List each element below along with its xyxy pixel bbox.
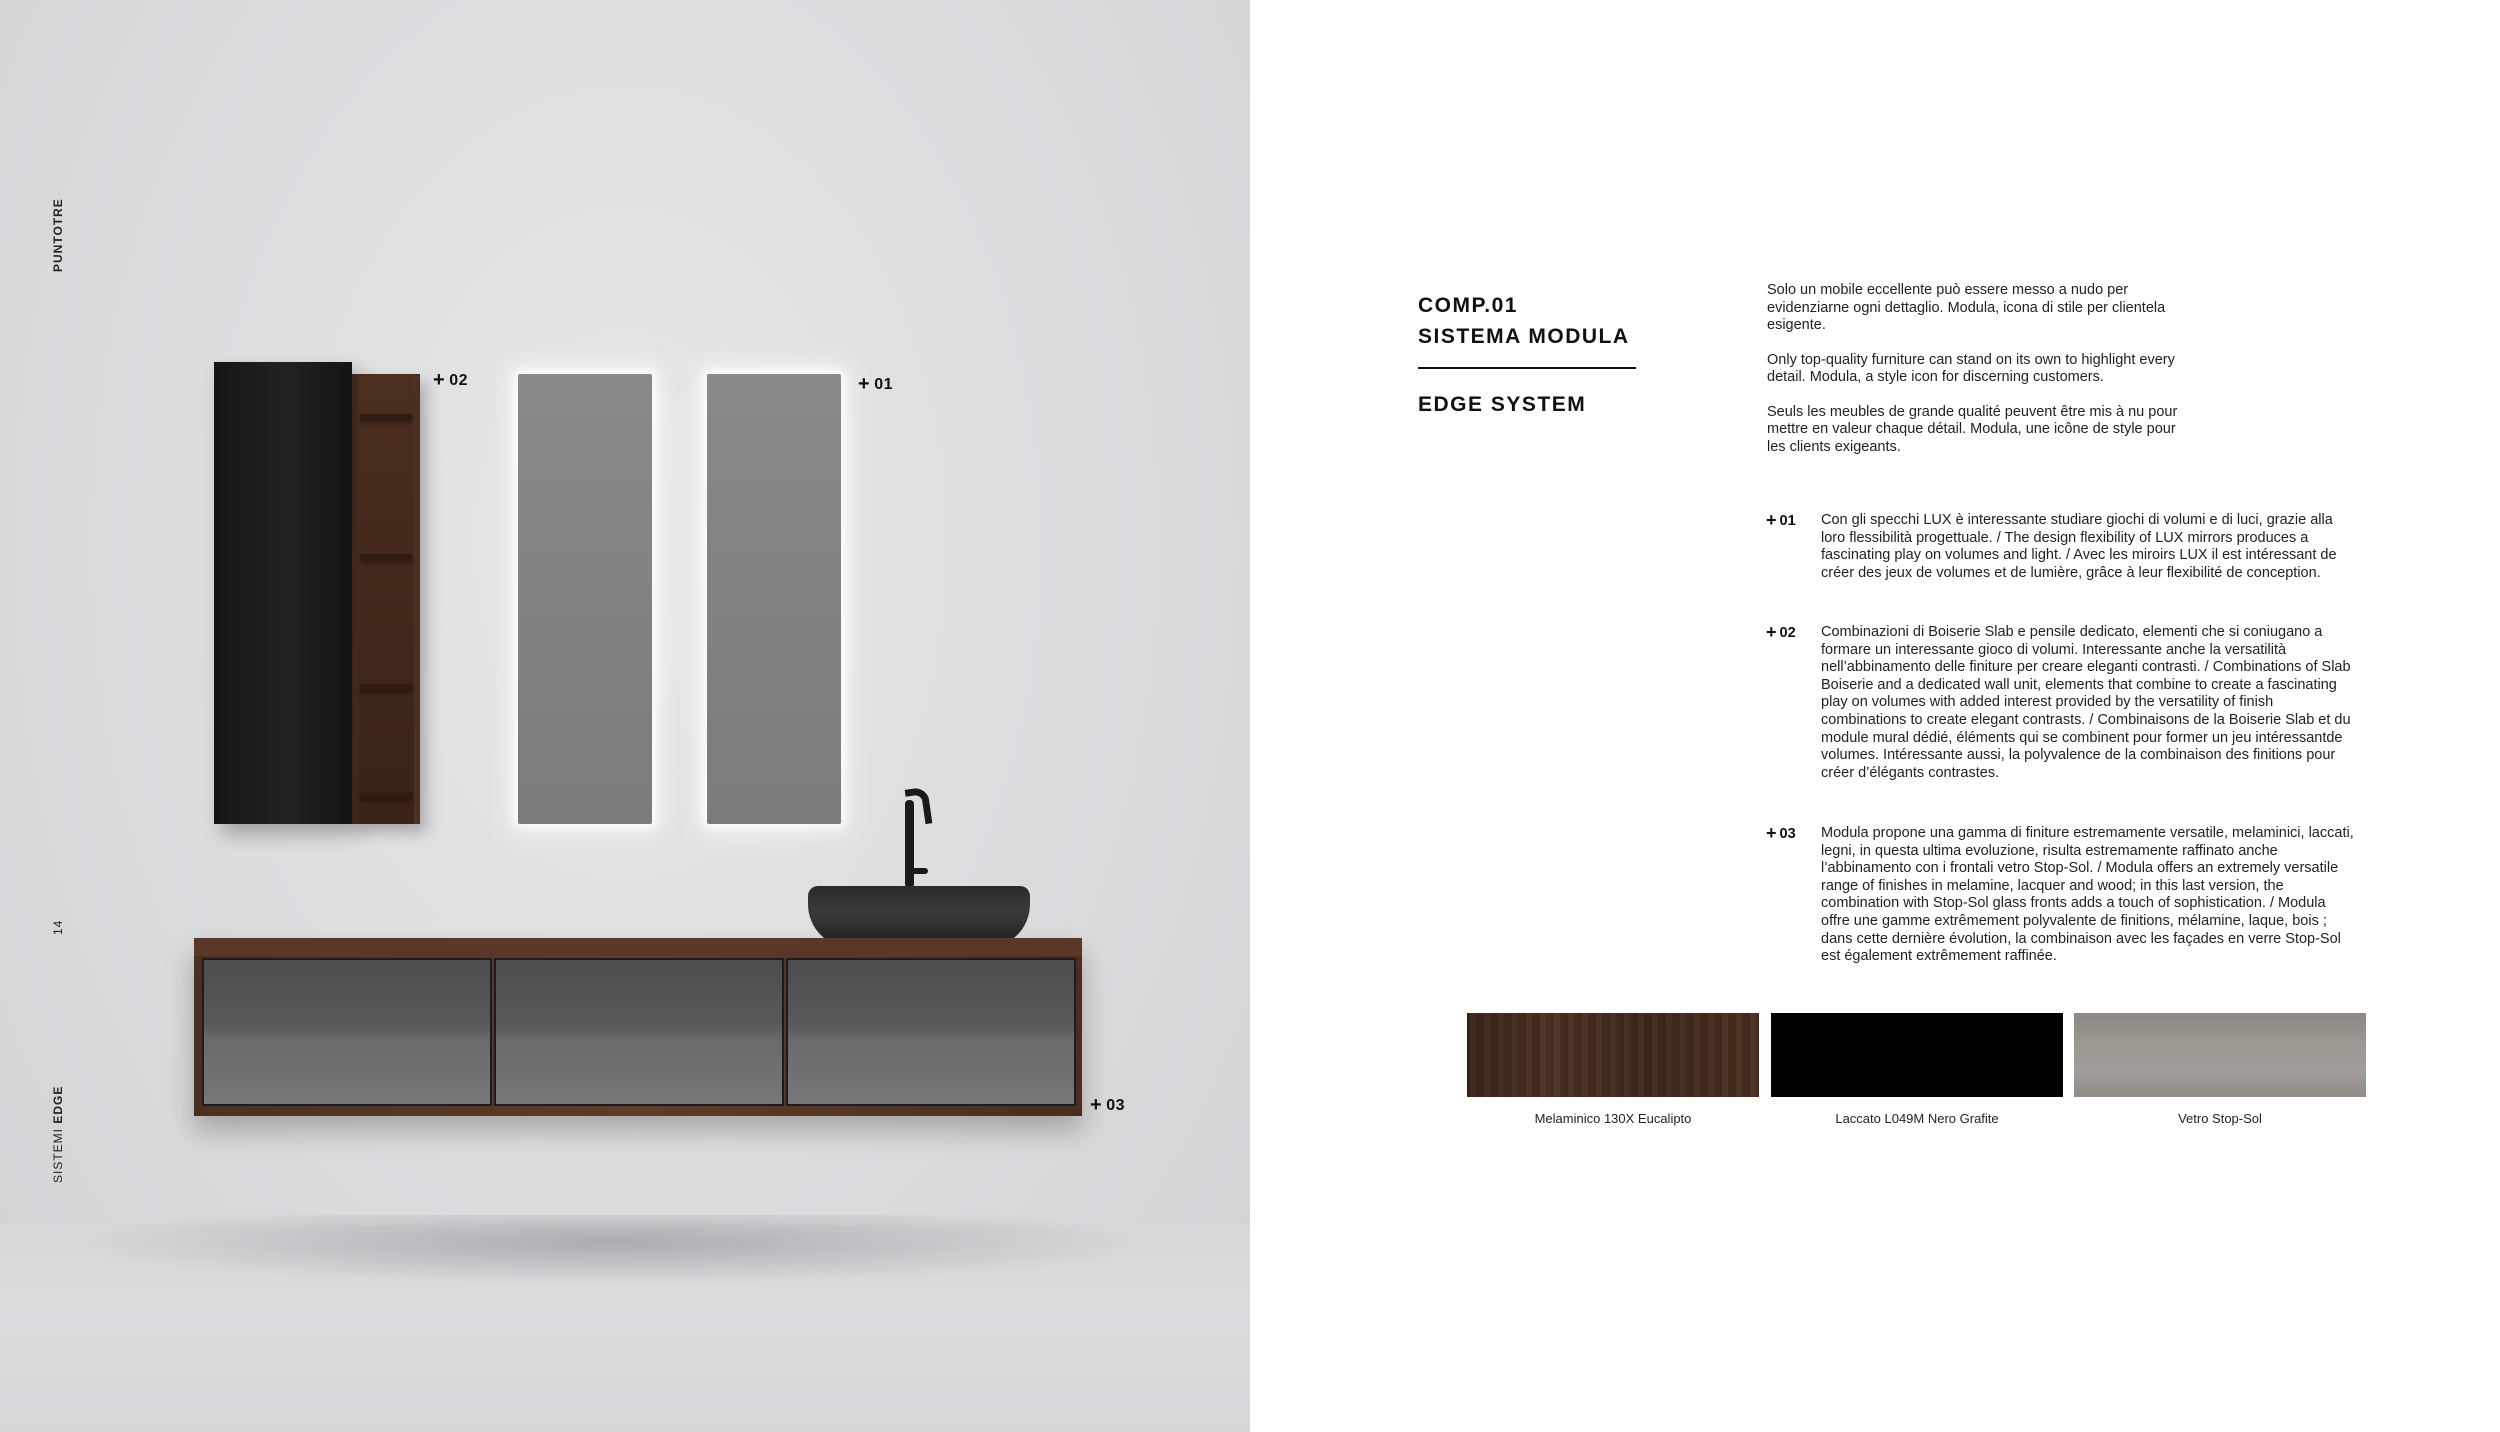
shelf-board bbox=[360, 792, 412, 798]
marker-label: 01 bbox=[874, 376, 893, 393]
lux-mirror-left bbox=[518, 374, 652, 824]
shelf-board bbox=[360, 414, 412, 420]
point-text: Modula propone una gamma di finiture estremamente versatile, melaminici, laccati, legni, in questa ultima evoluzione, risulta estremamente raffinato anche l’abbinamento con i frontali vetro Stop-Sol. / Modula offers an extremely versatile range of finishes in melamine, lacquer and wood; in this last version, the combination with Stop-Sol glass fronts adds a touch of sophistication. / Modula offre une gamme extrêmement polyvalente de finitions, mélamine, laque, bois ; dans cette dernière évolution, la combinaison avec les façades en verre Stop-Sol est également extrêmement raffinée. bbox=[1821, 825, 2354, 965]
plus-icon: + bbox=[433, 369, 446, 391]
plus-icon: + bbox=[858, 373, 871, 395]
plus-icon: + bbox=[1766, 823, 1777, 843]
title-line-1: COMP.01 bbox=[1418, 294, 1518, 317]
lux-mirror-right bbox=[707, 374, 841, 824]
marker-01 bbox=[858, 373, 893, 396]
vanity-top bbox=[194, 938, 1082, 956]
swatch-nero-grafite bbox=[1771, 1013, 2063, 1097]
plus-icon: + bbox=[1766, 622, 1777, 642]
intro-french: Seuls les meubles de grande qualité peuvent être mis à nu pour mettre en valeur chaque détail. Modula, une icône de style pour les clients exigeants. bbox=[1767, 403, 2178, 455]
floor-shadow bbox=[60, 1215, 1160, 1285]
section-prefix: SISTEMI bbox=[51, 1127, 65, 1183]
glass-drawer bbox=[786, 958, 1076, 1106]
shelf-board bbox=[360, 684, 412, 690]
point-number bbox=[1766, 512, 1796, 531]
marker-label: 02 bbox=[449, 372, 468, 389]
vanity-unit bbox=[194, 940, 1082, 1116]
system-subtitle: EDGE SYSTEM bbox=[1418, 393, 1587, 416]
feature-point-01 bbox=[1766, 512, 2358, 582]
point-number bbox=[1766, 624, 1796, 643]
point-number bbox=[1766, 825, 1796, 844]
black-wall-cabinet bbox=[214, 362, 352, 824]
glass-drawer bbox=[494, 958, 784, 1106]
shelf-back bbox=[358, 374, 414, 824]
faucet-spout bbox=[905, 787, 933, 827]
swatch-label: Melaminico 130X Eucalipto bbox=[1534, 1111, 1692, 1126]
feature-point-03 bbox=[1766, 825, 2358, 966]
wood-boiserie-shelf bbox=[352, 374, 420, 824]
swatch-label: Laccato L049M Nero Grafite bbox=[1835, 1111, 1999, 1126]
plus-icon: + bbox=[1090, 1094, 1103, 1116]
swatch-label: Vetro Stop-Sol bbox=[2178, 1111, 2262, 1126]
section-label bbox=[51, 1086, 65, 1183]
point-text: Con gli specchi LUX è interessante studiare giochi di volumi e di luci, grazie alla loro flessibilità progettuale. / The design flexibility of LUX mirrors produces a fascinating play on volumes and light. / Avec les miroirs LUX il est intéressant de créer des jeux de volumes et de lumière, grâce à leur flexibilité de conception. bbox=[1821, 512, 2337, 581]
marker-label: 03 bbox=[1106, 1097, 1125, 1114]
intro-english: Only top-quality furniture can stand on its own to highlight every detail. Modula, a style icon for discerning customers. bbox=[1767, 351, 2175, 385]
page-number: 14 bbox=[51, 919, 65, 935]
intro-italian: Solo un mobile eccellente può essere messo a nudo per evidenziarne ogni dettaglio. Modula, icona di stile per clientela esigente. bbox=[1767, 282, 2166, 333]
feature-point-02 bbox=[1766, 624, 2358, 782]
point-label: 02 bbox=[1779, 625, 1796, 641]
swatch-eucalipto bbox=[1467, 1013, 1759, 1097]
swatch-vetro-stop-sol bbox=[2074, 1013, 2366, 1097]
point-label: 03 bbox=[1779, 826, 1796, 842]
glass-drawer bbox=[202, 958, 492, 1106]
shelf-board bbox=[360, 554, 412, 560]
composition-title bbox=[1418, 290, 1638, 352]
plus-icon: + bbox=[1766, 510, 1777, 530]
section-name: EDGE bbox=[51, 1085, 65, 1124]
marker-02 bbox=[433, 369, 468, 392]
faucet-lever bbox=[912, 868, 928, 874]
title-line-2: SISTEMA MODULA bbox=[1418, 325, 1630, 348]
point-text: Combinazioni di Boiserie Slab e pensile dedicato, elementi che si coniugano a formare un interessante gioco di volumi. Interessante anche la versatilità nell’abbinamento delle finiture per creare eleganti contrasti. / Combinations of Slab Boiserie and a dedicated wall unit, elements that combine to create a fascinating play on volumes with added interest provided by the versatility of finish combinations to create elegant contrasts. / Combinaisons de la Boiserie Slab et du module mural dédié, éléments qui se combinent pour former un jeu intéressantde volumes. Intéressante aussi, la polyvalence de la combinaison des finitions pour créer d’élégants contrastes. bbox=[1821, 624, 2351, 781]
title-divider bbox=[1418, 367, 1636, 369]
marker-03 bbox=[1090, 1094, 1125, 1117]
point-label: 01 bbox=[1779, 513, 1796, 529]
brand-label: PUNTOTRE bbox=[51, 198, 65, 272]
intro-text bbox=[1767, 282, 2197, 473]
